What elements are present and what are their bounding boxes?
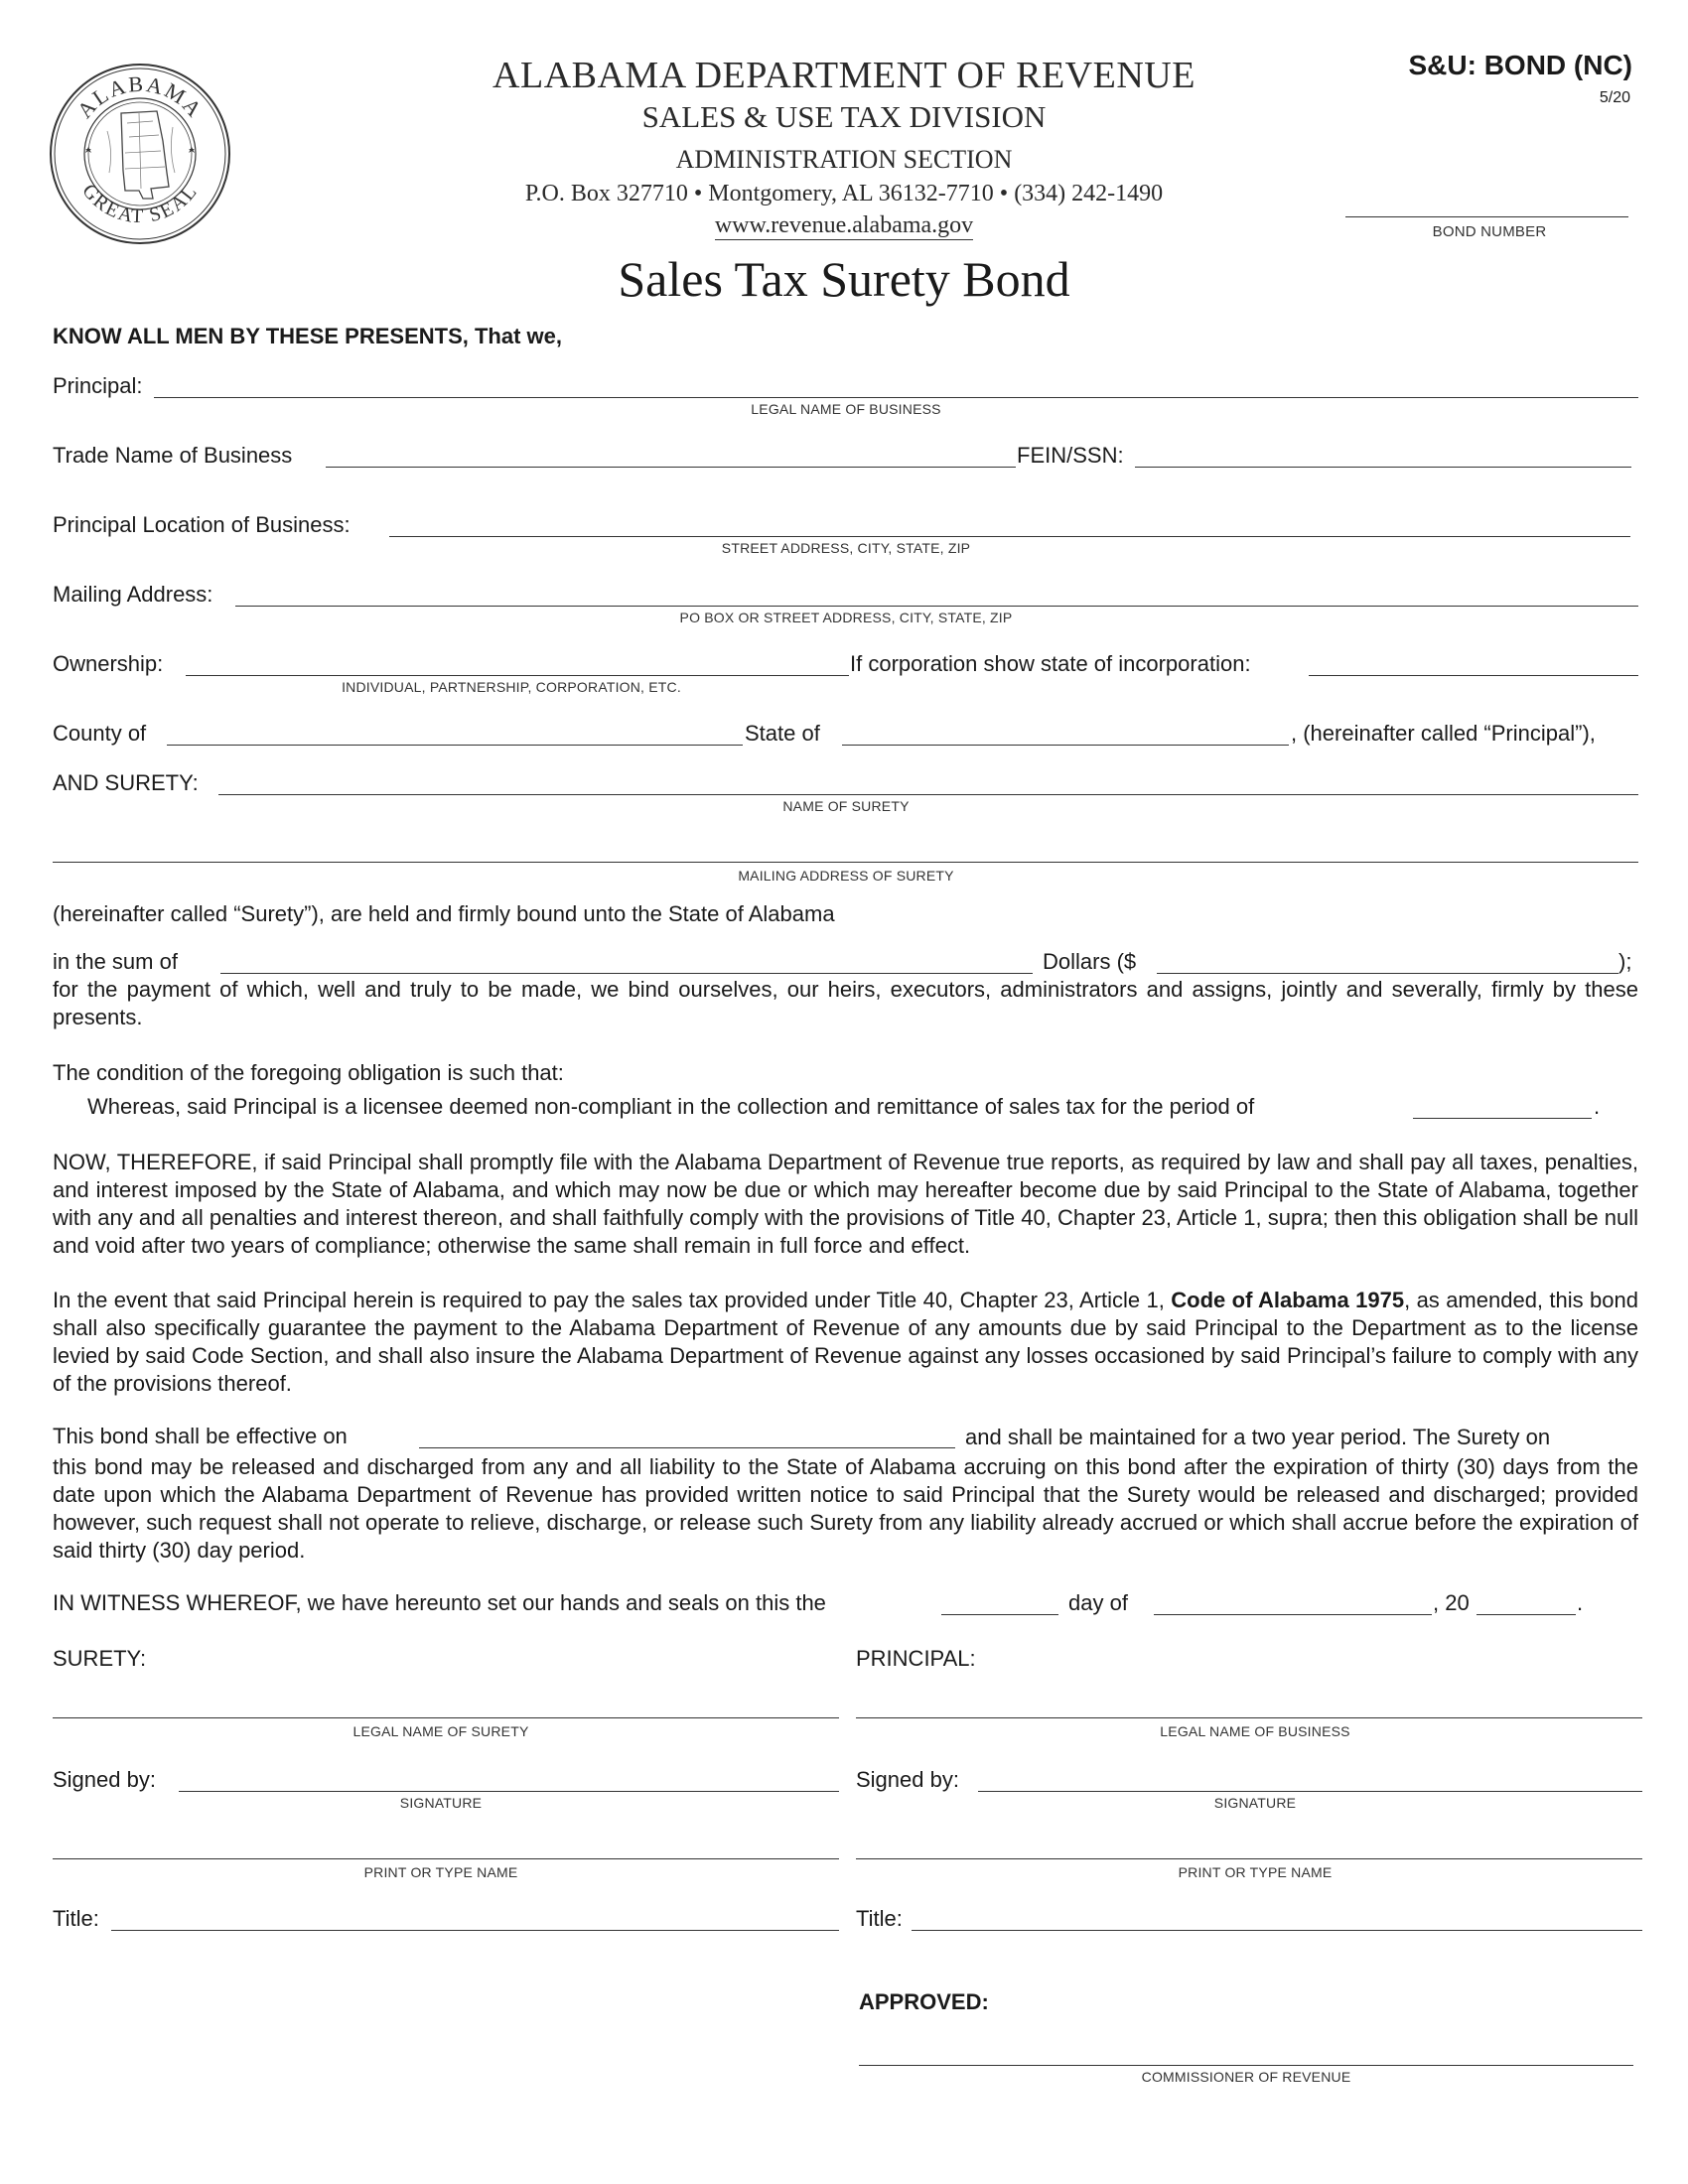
- witness-end: .: [1577, 1590, 1584, 1615]
- bond-number-caption: BOND NUMBER: [1432, 223, 1547, 240]
- principal-caption: LEGAL NAME OF BUSINESS: [751, 401, 941, 417]
- contact-line: P.O. Box 327710 • Montgomery, AL 36132-7710 • (334) 242-1490: [524, 181, 1164, 206]
- principal-signature-caption: SIGNATURE: [1213, 1795, 1297, 1811]
- event-text: [53, 1287, 1638, 1398]
- effective-label: This bond shall be effective on: [53, 1424, 348, 1448]
- form-title: Sales Tax Surety Bond: [618, 251, 1070, 307]
- effective-continue: and shall be maintained for a two year period. The Surety on: [965, 1425, 1551, 1449]
- principal-input[interactable]: [154, 397, 1638, 398]
- seal-top-text: ALABAMA: [71, 70, 209, 123]
- form-code: S&U: BOND (NC): [1408, 50, 1632, 80]
- surety-sign-label: SURETY:: [53, 1646, 147, 1671]
- witness-day-label: day of: [1068, 1590, 1128, 1615]
- surety-title-input[interactable]: [111, 1930, 839, 1931]
- fein-label: FEIN/SSN:: [1017, 443, 1124, 468]
- condition-text: The condition of the foregoing obligation is such that:: [53, 1060, 564, 1085]
- witness-text: IN WITNESS WHEREOF, we have hereunto set our hands and seals on this the: [53, 1590, 826, 1615]
- surety-legal-name-input[interactable]: [53, 1717, 839, 1718]
- effective-text: this bond may be released and discharged from any and all liability to the State of Alabama accruing on this bond after the expiration of thirty (30) days from the date upon which the Alabama Department of Revenue has provided written notice to said Principal that the Surety would be released and discharged; provided however, such request shall not operate to relieve, discharge, or release such Surety from any liability already accrued or which shall accrue before the expiration of said thirty (30) day period.: [53, 1454, 1638, 1563]
- surety-signature-caption: SIGNATURE: [399, 1795, 483, 1811]
- county-label: County of: [53, 721, 147, 746]
- principal-legal-name-caption: LEGAL NAME OF BUSINESS: [1160, 1723, 1350, 1739]
- payment-text: for the payment of which, well and truly to be made, we bind ourselves, our heirs, executors, administrators and assigns, jointly and severally, firmly by these presents.: [53, 977, 1638, 1029]
- ownership-caption: INDIVIDUAL, PARTNERSHIP, CORPORATION, ETC.: [342, 679, 681, 695]
- principal-print-name-input[interactable]: [856, 1858, 1642, 1859]
- section-name: ADMINISTRATION SECTION: [675, 145, 1013, 174]
- approved-label: APPROVED:: [859, 1989, 989, 2014]
- surety-signature-input[interactable]: [179, 1791, 839, 1792]
- witness-year-label: , 20: [1433, 1590, 1470, 1615]
- trade-name-input[interactable]: [326, 467, 1016, 468]
- location-input[interactable]: [389, 536, 1630, 537]
- period-input[interactable]: [1413, 1118, 1592, 1119]
- sum-words-input[interactable]: [220, 973, 1033, 974]
- witness-month-input[interactable]: [1154, 1614, 1432, 1615]
- svg-text:GREAT SEAL: [77, 180, 202, 227]
- surety-caption: NAME OF SURETY: [782, 798, 910, 814]
- county-input[interactable]: [167, 745, 743, 746]
- surety-mailing-input[interactable]: [53, 862, 1638, 863]
- surety-legal-name-caption: LEGAL NAME OF SURETY: [352, 1723, 529, 1739]
- principal-print-name-caption: PRINT OR TYPE NAME: [1178, 1864, 1333, 1880]
- dollars-end: );: [1618, 949, 1632, 974]
- mailing-input[interactable]: [235, 606, 1638, 607]
- seal-bottom-text: GREAT SEAL: [77, 180, 203, 228]
- principal-title-input[interactable]: [912, 1930, 1642, 1931]
- state-label: State of: [745, 721, 820, 746]
- state-input[interactable]: [842, 745, 1289, 746]
- intro-text: KNOW ALL MEN BY THESE PRESENTS, That we,: [53, 324, 562, 348]
- surety-signed-by-label: Signed by:: [53, 1767, 156, 1792]
- commissioner-caption: COMMISSIONER OF REVENUE: [1141, 2069, 1351, 2085]
- division-name: SALES & USE TAX DIVISION: [641, 99, 1047, 134]
- surety-print-name-input[interactable]: [53, 1858, 839, 1859]
- incorporation-input[interactable]: [1309, 675, 1638, 676]
- commissioner-signature-input[interactable]: [859, 2065, 1633, 2066]
- event-text-a: In the event that said Principal herein is required to pay the sales tax provided under Title 40, Chapter 23, Article 1,: [53, 1288, 1172, 1312]
- form-date: 5/20: [1599, 89, 1630, 106]
- whereas-end: .: [1594, 1094, 1601, 1119]
- incorporation-label: If corporation show state of incorporation:: [850, 651, 1251, 676]
- whereas-text: Whereas, said Principal is a licensee deemed non-compliant in the collection and remittance of sales tax for the period of: [87, 1094, 1255, 1119]
- surety-input[interactable]: [218, 794, 1638, 795]
- principal-signed-by-label: Signed by:: [856, 1767, 959, 1792]
- bond-number-line[interactable]: [1345, 216, 1628, 217]
- surety-title-label: Title:: [53, 1906, 99, 1931]
- surety-mailing-caption: MAILING ADDRESS OF SURETY: [738, 868, 954, 884]
- principal-sign-label: PRINCIPAL:: [856, 1646, 976, 1671]
- department-name: ALABAMA DEPARTMENT OF REVENUE: [492, 55, 1196, 96]
- principal-label: Principal:: [53, 373, 143, 398]
- witness-year-input[interactable]: [1477, 1614, 1576, 1615]
- dollars-label: Dollars ($: [1043, 949, 1137, 974]
- principal-title-label: Title:: [856, 1906, 903, 1931]
- mailing-label: Mailing Address:: [53, 582, 213, 607]
- location-label: Principal Location of Business:: [53, 512, 351, 537]
- ownership-label: Ownership:: [53, 651, 164, 676]
- code-reference: Code of Alabama 1975: [1171, 1288, 1405, 1312]
- surety-label: AND SURETY:: [53, 770, 199, 795]
- location-caption: STREET ADDRESS, CITY, STATE, ZIP: [721, 540, 971, 556]
- trade-name-label: Trade Name of Business: [53, 443, 293, 468]
- state-seal-icon: [48, 62, 232, 246]
- mailing-caption: PO BOX OR STREET ADDRESS, CITY, STATE, ZIP: [679, 610, 1013, 625]
- hereinafter-principal: , (hereinafter called “Principal”),: [1291, 721, 1596, 746]
- now-therefore-text: NOW, THEREFORE, if said Principal shall promptly file with the Alabama Department of Revenue true reports, as required by law and shall pay all taxes, penalties, and interest imposed by the State of Alabama, and which may now be due or which may hereafter become due by said Principal to the State of Alabama, together with any and all penalties and interest thereon, and shall faithfully comply with the provisions of Title 40, Chapter 23, Article 1, supra; then this obligation shall be null and void after two years of compliance; otherwise the same shall remain in full force and effect.: [53, 1150, 1638, 1258]
- effective-date-input[interactable]: [419, 1447, 955, 1448]
- principal-legal-name-input[interactable]: [856, 1717, 1642, 1718]
- principal-signature-input[interactable]: [978, 1791, 1642, 1792]
- held-bound-text: (hereinafter called “Surety”), are held and firmly bound unto the State of Alabama: [53, 901, 835, 926]
- dollars-amount-input[interactable]: [1157, 973, 1618, 974]
- surety-print-name-caption: PRINT OR TYPE NAME: [363, 1864, 518, 1880]
- event-text-b: , as amended, this bond shall also specifically guarantee the payment to the Alabama Department of Revenue of any amounts due by said Principal to the Department as to the license levied by said Code Section, and shall also insure the Alabama Department of Revenue against any losses occasioned by said Principal’s failure to comply with any of the provisions thereof.: [53, 1288, 1638, 1396]
- fein-input[interactable]: [1135, 467, 1631, 468]
- witness-day-input[interactable]: [941, 1614, 1058, 1615]
- sum-label: in the sum of: [53, 949, 178, 974]
- ownership-input[interactable]: [186, 675, 849, 676]
- website-link[interactable]: www.revenue.alabama.gov: [714, 212, 974, 238]
